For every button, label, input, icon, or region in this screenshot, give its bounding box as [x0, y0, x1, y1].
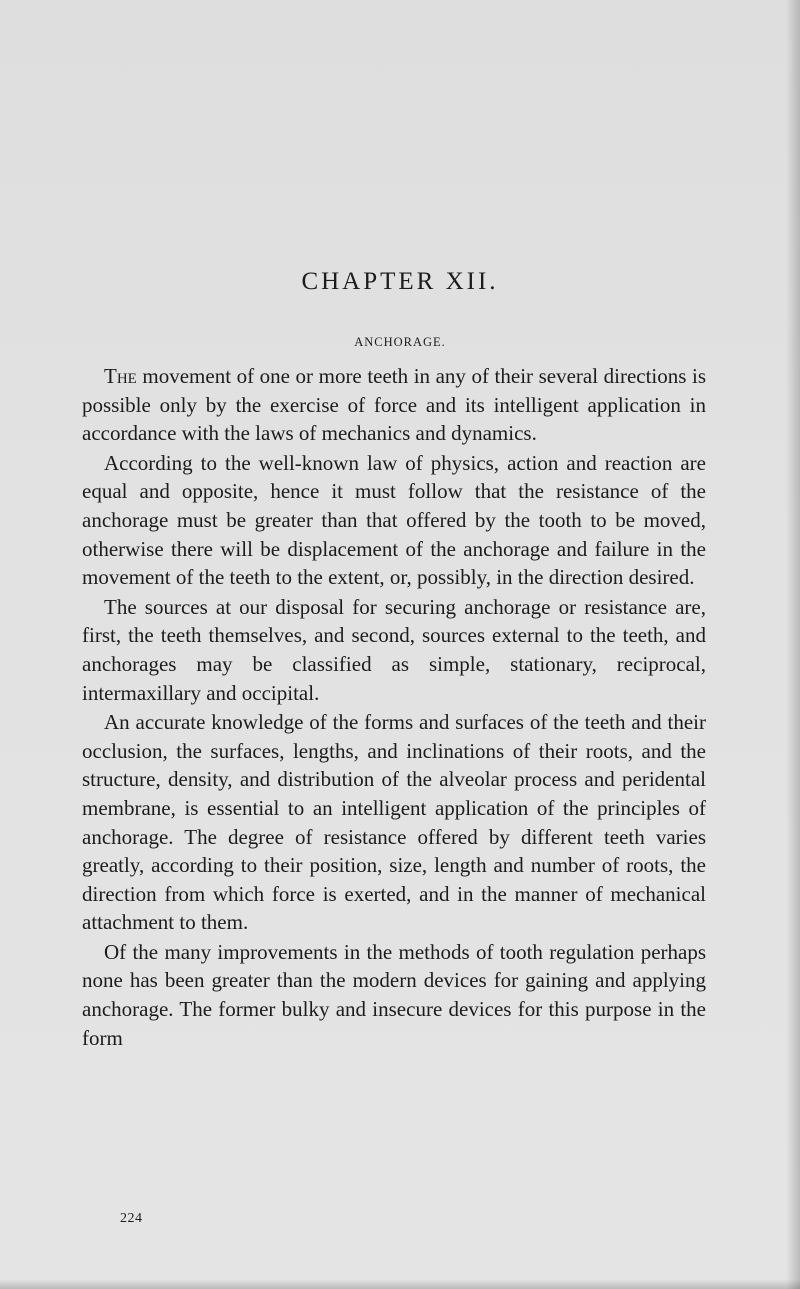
paragraph-text: An accurate knowledge of the forms and surfaces of the teeth and their occlusion, the surfaces, lengths, and inclinations of their roots, and the structure, density, and distribution of the alveolar process and peridental membrane, is essential to an intelligent application of the principles of anchorage. The degree of resistance offered by different teeth varies greatly, according to their position, size, length and number of roots, the direction from which force is exerted, and in the manner of mechanical attachment to them.: [82, 710, 706, 935]
paragraph: [82, 938, 706, 1052]
paragraph-text: According to the well-known law of physics, action and reaction are equal and opposite, hence it must follow that the resistance of the anchorage must be greater than that offered by the tooth to be moved, otherwise there will be displacement of the anchorage and failure in the movement of the teeth to the extent, or, possibly, in the direction desired.: [82, 450, 706, 590]
paragraph-text: Of the many improvements in the methods of tooth regulation perhaps none has been greater than the modern devices for gaining and applying anchorage. The former bulky and insecure devices for this purpose in the form: [82, 939, 706, 1050]
chapter-title: ANCHORAGE.: [354, 335, 446, 349]
page-bottom-shadow: [0, 1279, 800, 1289]
page-edge-shadow: [786, 0, 800, 1289]
paragraph: [82, 593, 706, 707]
paragraph: [82, 362, 706, 448]
paragraph-lead-word: The: [104, 364, 137, 388]
chapter-heading: CHAPTER XII.: [301, 268, 499, 295]
page-number: 224: [120, 1211, 143, 1226]
paragraph: [82, 449, 706, 592]
paragraph: [82, 708, 706, 937]
paragraph-text: The sources at our disposal for securing anchorage or resistance are, first, the teeth themselves, and second, sources external to the teeth, and anchorages may be classified as simple, stationary, reciprocal, intermaxillary and occipital.: [82, 594, 706, 705]
paragraph-text: movement of one or more teeth in any of their several directions is possible only by the exercise of force and its intelligent application in accordance with the laws of mechanics and dynamics.: [82, 364, 706, 446]
body-text: [82, 362, 706, 1053]
